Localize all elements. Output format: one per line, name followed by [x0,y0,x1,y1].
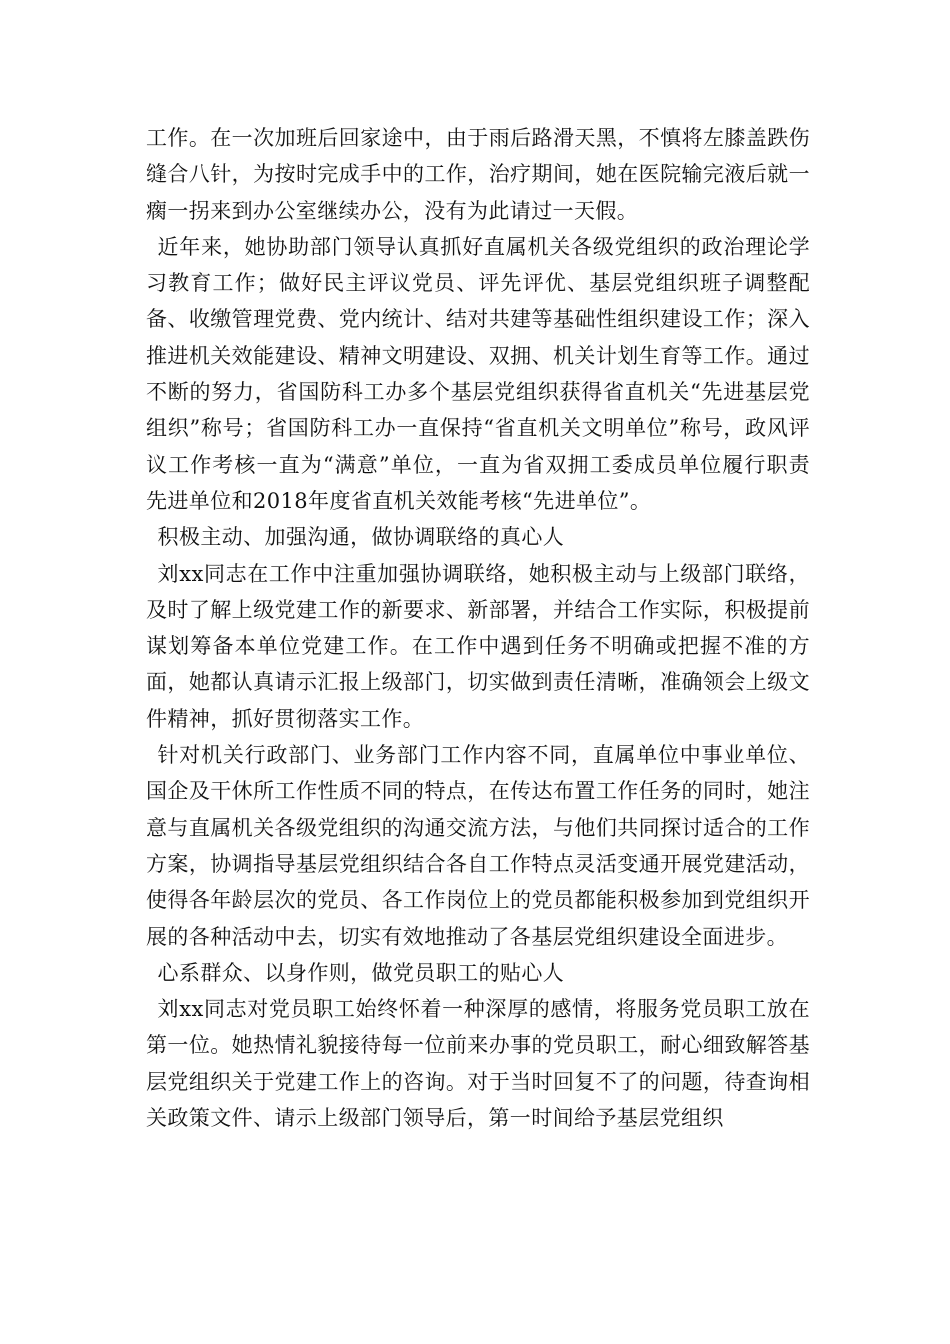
paragraph-service: 刘xx同志对党员职工始终怀着一种深厚的感情，将服务党员职工放在第一位。她热情礼貌接待每一位前来办事的党员职工，耐心细致解答基层党组织关于党建工作上的咨询。对于当时回复不了的问题，待查询相关政策文件、请示上级部门领导后，第一时间给予基层党组织 [146,997,810,1131]
paragraph-communication: 针对机关行政部门、业务部门工作内容不同，直属单位中事业单位、国企及干休所工作性质不同的特点，在传达布置工作任务的同时，她注意与直属机关各级党组织的沟通交流方法，与他们共同探讨适合的工作方案，协调指导基层党组织结合各自工作特点灵活变通开展党建活动，使得各年龄层次的党员、各工作岗位上的党员都能积极参加到党组织开展的各种活动中去，切实有效地推动了各基层党组织建设全面进步。 [146,743,810,949]
paragraph-continuation: 工作。在一次加班后回家途中，由于雨后路滑天黑，不慎将左膝盖跌伤缝合八针，为按时完成手中的工作，治疗期间，她在医院输完液后就一瘸一拐来到办公室继续办公，没有为此请过一天假。 [146,126,810,223]
paragraph-achievements: 近年来，她协助部门领导认真抓好直属机关各级党组织的政治理论学习教育工作；做好民主评议党员、评先评优、基层党组织班子调整配备、收缴管理党费、党内统计、结对共建等基础性组织建设工作；深入推进机关效能建设、精神文明建设、双拥、机关计划生育等工作。通过不断的努力，省国防科工办多个基层党组织获得省直机关“先进基层党组织”称号；省国防科工办一直保持“省直机关文明单位”称号，政风评议工作考核一直为“满意”单位，一直为省双拥工委成员单位履行职责先进单位和2018年度省直机关效能考核“先进单位”。 [146,234,810,513]
document-body [146,120,810,1136]
section-heading-service: 心系群众、以身作则，做党员职工的贴心人 [157,960,565,985]
paragraph-coordination: 刘xx同志在工作中注重加强协调联络，她积极主动与上级部门联络，及时了解上级党建工作的新要求、新部署，并结合工作实际，积极提前谋划筹备本单位党建工作。在工作中遇到任务不明确或把握不准的方面，她都认真请示汇报上级部门，切实做到责任清晰，准确领会上级文件精神，抓好贯彻落实工作。 [146,561,810,731]
section-heading-coordination: 积极主动、加强沟通，做协调联络的真心人 [157,525,565,550]
